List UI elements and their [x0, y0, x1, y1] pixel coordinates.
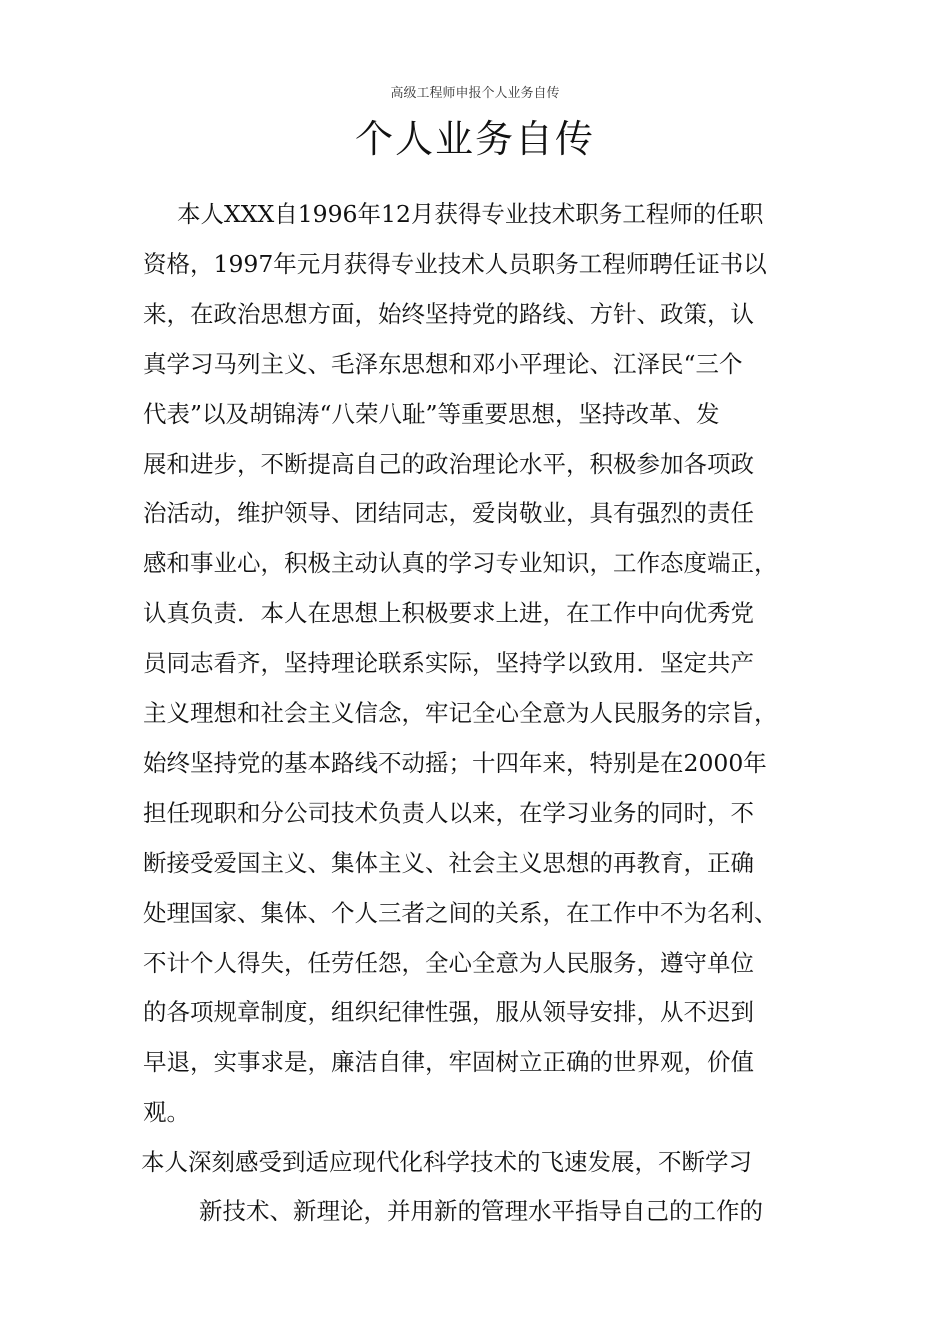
paragraph-1-line: 的各项规章制度，组织纪律性强，服从领导安排，从不迟到 [143, 998, 754, 1027]
paragraph-1-line: 员同志看齐，坚持理论联系实际，坚持学以致用．坚定共产 [143, 649, 754, 678]
paragraph-1-line: 早退，实事求是，廉洁自律，牢固树立正确的世界观，价值 [143, 1048, 754, 1077]
paragraph-2-line: 本人深刻感受到适应现代化科学技术的飞速发展，不断学习 [141, 1148, 752, 1176]
paragraph-1-line: 断接受爱国主义、集体主义、社会主义思想的再教育，正确 [143, 848, 754, 877]
paragraph-1-line: 来，在政治思想方面，始终坚持党的路线、方针、政策，认 [143, 299, 754, 328]
paragraph-1-line: 主义理想和社会主义信念，牢记全心全意为人民服务的宗旨， [143, 699, 778, 727]
paragraph-1-line: 展和进步，不断提高自己的政治理论水平，积极参加各项政 [143, 449, 754, 478]
paragraph-1-line: 始终坚持党的基本路线不动摇；十四年来，特别是在2000年 [143, 748, 767, 777]
paragraph-1-line: 治活动，维护领导、团结同志，爱岗敬业，具有强烈的责任 [143, 499, 754, 528]
paragraph-1-line: 处理国家、集体、个人三者之间的关系，在工作中不为名利、 [143, 898, 778, 927]
running-header: 高级工程师申报个人业务自传 [390, 86, 560, 101]
paragraph-1-line: 本人XXX自1996年12月获得专业技术职务工程师的任职 [177, 200, 764, 228]
paragraph-1-line: 真学习马列主义、毛泽东思想和邓小平理论、江泽民“三个 [143, 349, 743, 378]
paragraph-1-line: 担任现职和分公司技术负责人以来，在学习业务的同时，不 [143, 798, 754, 827]
document-title: 个人业务自传 [354, 117, 595, 161]
paragraph-1-line: 代表”以及胡锦涛“八荣八耻”等重要思想，坚持改革、发 [143, 399, 720, 428]
paragraph-1-line: 认真负责．本人在思想上积极要求上进，在工作中向优秀党 [143, 599, 754, 628]
paragraph-1-line: 不计个人得失，任劳任怨，全心全意为人民服务，遵守单位 [143, 948, 754, 977]
paragraph-1-line: 感和事业心，积极主动认真的学习专业知识，工作态度端正， [143, 549, 778, 578]
paragraph-1-line: 观。 [143, 1098, 190, 1127]
paragraph-1-line: 资格，1997年元月获得专业技术人员职务工程师聘任证书以 [143, 249, 767, 278]
paragraph-2-line: 新技术、新理论，并用新的管理水平指导自己的工作的 [199, 1197, 763, 1225]
